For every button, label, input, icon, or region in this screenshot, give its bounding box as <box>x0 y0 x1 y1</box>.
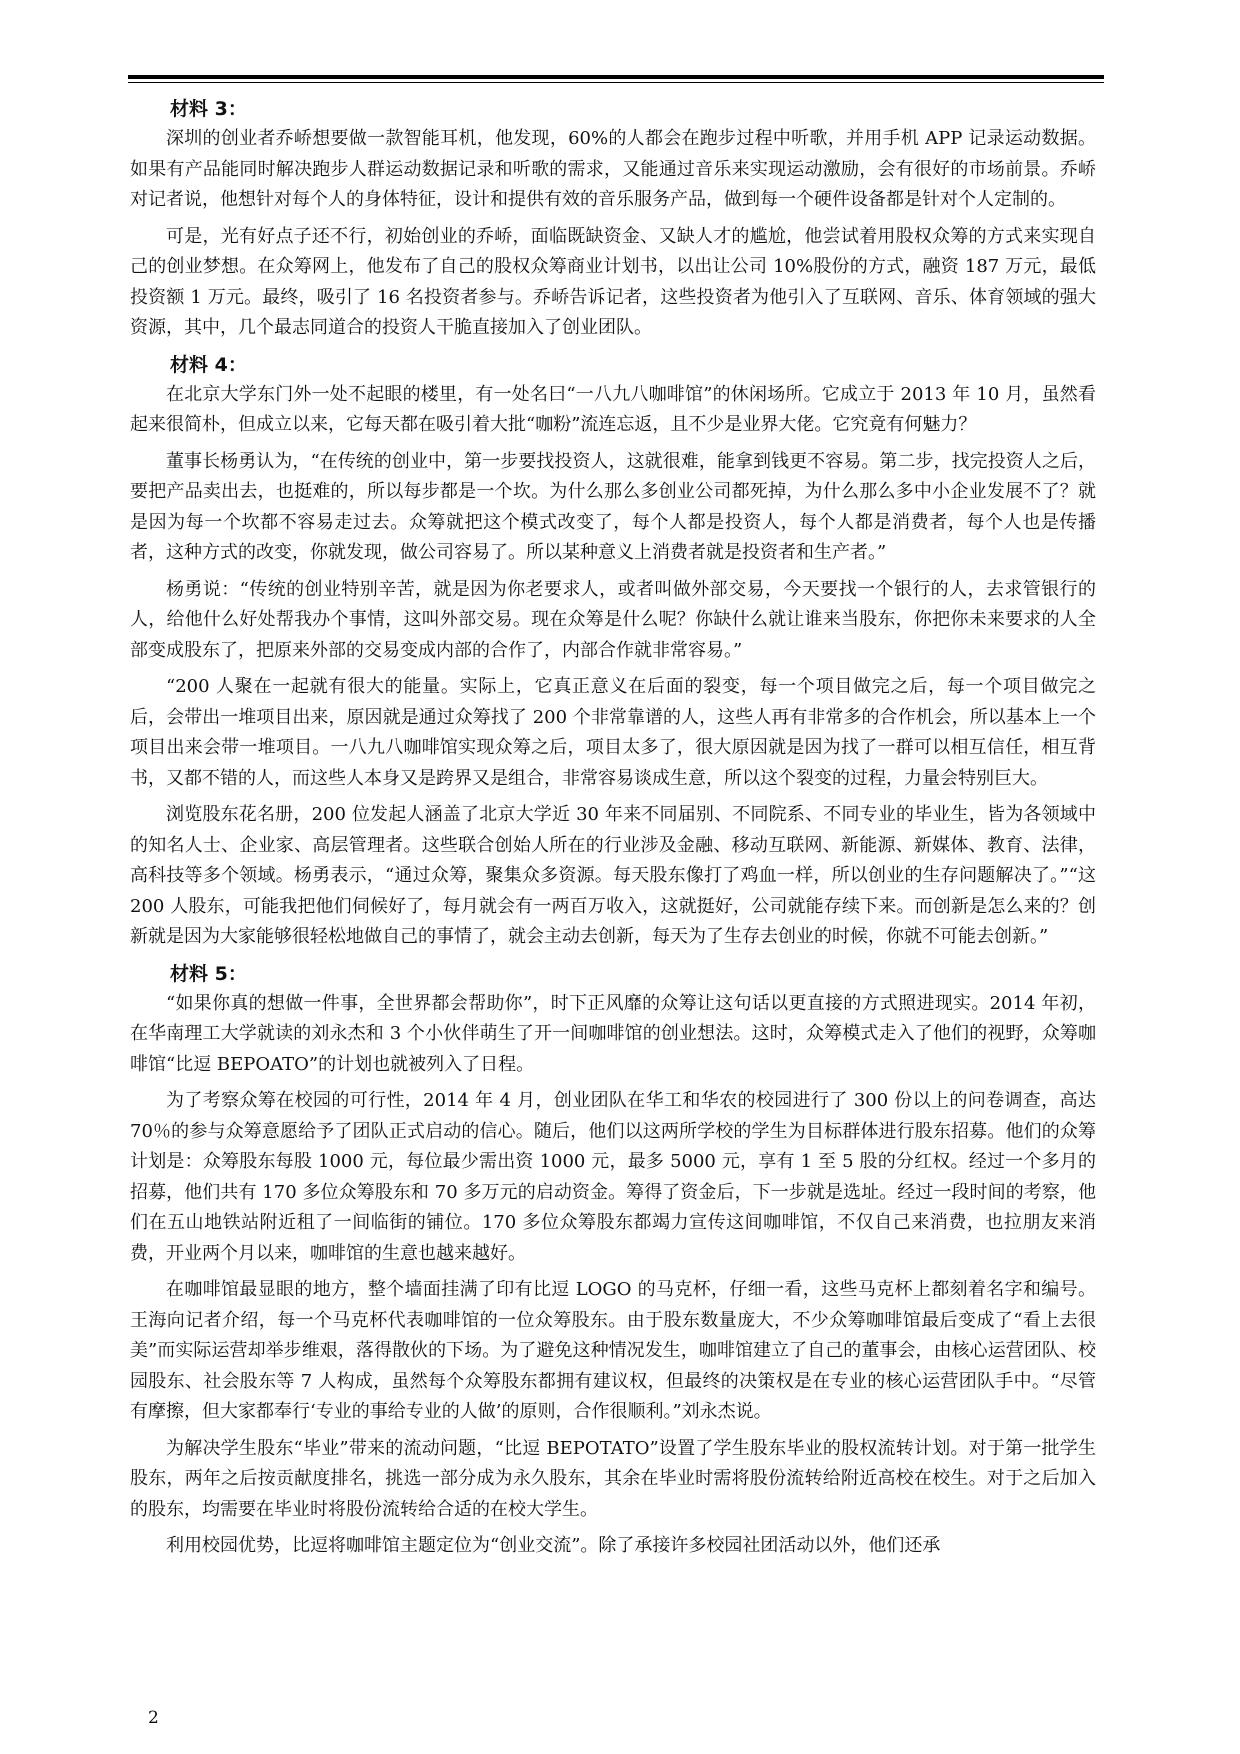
header-rule-thick <box>128 75 1104 79</box>
paragraph: 利用校园优势，比逗将咖啡馆主题定位为“创业交流”。除了承接许多校园社团活动以外，他们还承 <box>166 1535 941 1556</box>
paragraph: 在北京大学东门外一处不起眼的楼里，有一处名曰“一八九八咖啡馆”的休闲场所。它成立于 2013 年 10 月，虽然看起来很简朴，但成立以来，它每天都在吸引着大批“咖粉”流连忘返，且不少是业界大佬。它究竟有何魅力？ <box>130 383 1096 435</box>
page-number: 2 <box>148 1708 159 1728</box>
paragraph: 为解决学生股东“毕业”带来的流动问题，“比逗 BEPOTATO”设置了学生股东毕业的股权流转计划。对于第一批学生股东，两年之后按贡献度排名，挑选一部分成为永久股东，其余在毕业时需将股份流转给附近高校在校生。对于之后加入的股东，均需要在毕业时将股份流转给合适的在校大学生。 <box>130 1437 1096 1520</box>
paragraph: 杨勇说：“传统的创业特别辛苦，就是因为你老要求人，或者叫做外部交易，今天要找一个银行的人，去求管银行的人，给他什么好处帮我办个事情，这叫外部交易。现在众筹是什么呢？你缺什么就让谁来当股东，你把你未来要求的人全部变成股东了，把原来外部的交易变成内部的合作了，内部合作就非常容易。” <box>130 578 1096 661</box>
paragraph: “200 人聚在一起就有很大的能量。实际上，它真正意义在后面的裂变，每一个项目做完之后，每一个项目做完之后，会带出一堆项目出来，原因就是通过众筹找了 200 个非常靠谱的人，这些人再有非常多的合作机会，所以基本上一个项目出来会带一堆项目。一八九八咖啡馆实现众筹之后，项目太多了，很大原因就是因为找了一群可以相互信任，相互背书，又都不错的人，而这些人本身又是跨界又是组合，非常容易谈成生意，所以这个裂变的过程，力量会特别巨大。 <box>130 676 1096 789</box>
paragraph: 董事长杨勇认为，“在传统的创业中，第一步要找投资人，这就很难，能拿到钱更不容易。第二步，找完投资人之后，要把产品卖出去，也挺难的，所以每步都是一个坎。为什么那么多创业公司都死掉，为什么那么多中小企业发展不了？就是因为每一个坎都不容易走过去。众筹就把这个模式改变了，每个人都是投资人，每个人都是消费者，每个人也是传播者，这种方式的改变，你就发现，做公司容易了。所以某种意义上消费者就是投资者和生产者。” <box>130 450 1096 563</box>
paragraph: 在咖啡馆最显眼的地方，整个墙面挂满了印有比逗 LOGO 的马克杯，仔细一看，这些马克杯上都刻着名字和编号。王海向记者介绍，每一个马克杯代表咖啡馆的一位众筹股东。由于股东数量庞大，不少众筹咖啡馆最后变成了“看上去很美”而实际运营却举步维艰，落得散伙的下场。为了避免这种情况发生，咖啡馆建立了自己的董事会，由核心运营团队、校园股东、社会股东等 7 人构成，虽然每个众筹股东都拥有建议权，但最终的决策权是在专业的核心运营团队手中。“尽管有摩擦，但大家都奉行‘专业的事给专业的人做’的原则，合作很顺利。”刘永杰说。 <box>130 1279 1096 1422</box>
paragraph: “如果你真的想做一件事，全世界都会帮助你”，时下正风靡的众筹让这句话以更直接的方式照进现实。2014 年初，在华南理工大学就读的刘永杰和 3 个小伙伴萌生了开一间咖啡馆的创业想法。这时，众筹模式走入了他们的视野，众筹咖啡馆“比逗 BEPOATO”的计划也就被列入了日程。 <box>130 992 1096 1075</box>
section-heading: 材料 5： <box>170 962 247 985</box>
paragraph: 深圳的创业者乔峤想要做一款智能耳机，他发现，60%的人都会在跑步过程中听歌，并用手机 APP 记录运动数据。如果有产品能同时解决跑步人群运动数据记录和听歌的需求，又能通过音乐来实现运动激励，会有很好的市场前景。乔峤对记者说，他想针对每个人的身体特征，设计和提供有效的音乐服务产品，做到每一个硬件设备都是针对个人定制的。 <box>130 128 1096 210</box>
section-heading: 材料 3： <box>170 98 247 120</box>
document-body <box>130 94 1096 1568</box>
paragraph: 为了考察众筹在校园的可行性，2014 年 4 月，创业团队在华工和华农的校园进行了 300 份以上的问卷调查，高达 70％的参与众筹意愿给予了团队正式启动的信心。随后，他们以这两所学校的学生为目标群体进行股东招募。他们的众筹计划是：众筹股东每股 1000 元，每位最少需出资 1000 元，最多 5000 元，享有 1 至 5 股的分红权。经过一个多月的招募，他们共有 170 多位众筹股东和 70 多万元的启动资金。筹得了资金后，下一步就是选址。经过一段时间的考察，他们在五山地铁站附近租了一间临街的铺位。170 多位众筹股东都竭力宣传这间咖啡馆，不仅自己来消费，也拉朋友来消费，开业两个月以来，咖啡馆的生意也越来越好。 <box>130 1090 1096 1264</box>
paragraph: 可是，光有好点子还不行，初始创业的乔峤，面临既缺资金、又缺人才的尴尬，他尝试着用股权众筹的方式来实现自己的创业梦想。在众筹网上，他发布了自己的股权众筹商业计划书，以出让公司 10%股份的方式，融资 187 万元，最低投资额 1 万元。最终，吸引了 16 名投资者参与。乔峤告诉记者，这些投资者为他引入了互联网、音乐、体育领域的强大资源，其中，几个最志同道合的投资人干脆直接加入了创业团队。 <box>130 225 1096 338</box>
section-heading: 材料 4： <box>170 353 247 376</box>
paragraph: 浏览股东花名册，200 位发起人涵盖了北京大学近 30 年来不同届别、不同院系、不同专业的毕业生，皆为各领域中的知名人士、企业家、高层管理者。这些联合创始人所在的行业涉及金融、移动互联网、新能源、新媒体、教育、法律，高科技等多个领域。杨勇表示，“通过众筹，聚集众多资源。每天股东像打了鸡血一样，所以创业的生存问题解决了。”“这 200 人股东，可能我把他们伺候好了，每月就会有一两百万收入，这就挺好，公司就能存续下来。而创新是怎么来的？创新就是因为大家能够很轻松地做自己的事情了，就会主动去创新，每天为了生存去创业的时候，你就不可能去创新。” <box>130 804 1096 947</box>
header-rule-thin <box>128 82 1104 83</box>
